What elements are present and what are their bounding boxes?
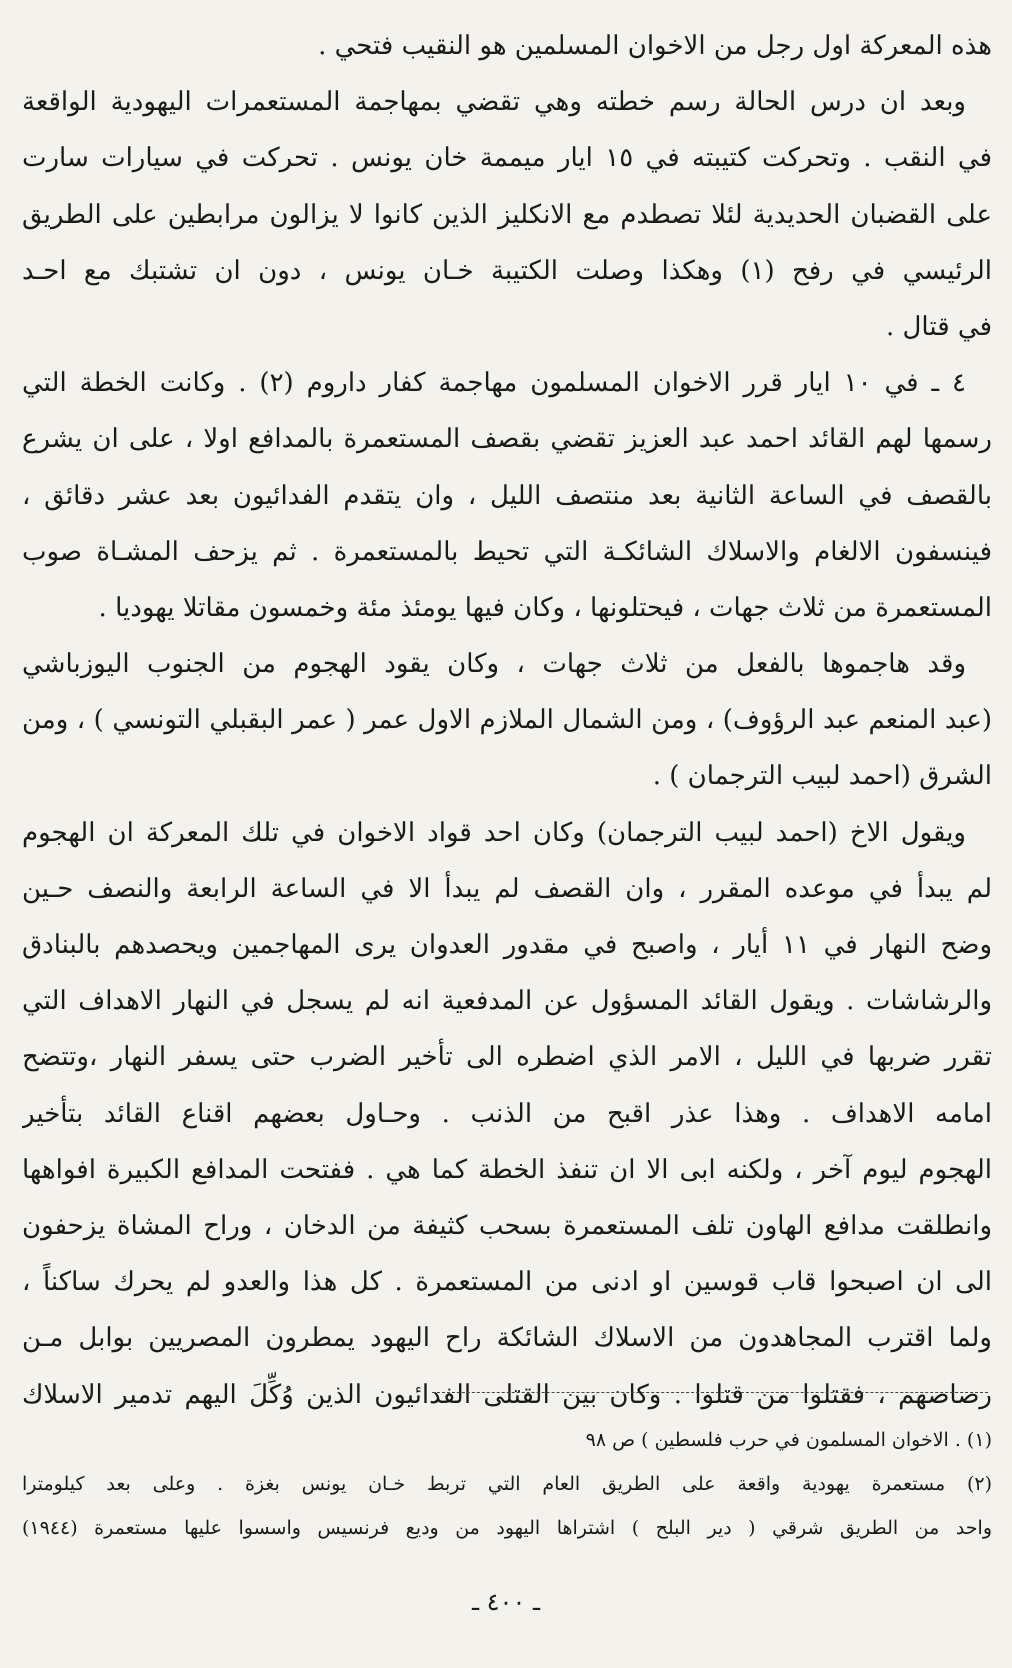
footnotes <box>22 1418 992 1550</box>
text-line: في النقب . وتحركت كتيبته في ١٥ ايار ميممة خان يونس . تحركت في سيارات سارت <box>22 143 992 174</box>
text-line: وقد هاجموها بالفعل من ثلاث جهات ، وكان يقود الهجوم من الجنوب اليوزباشي <box>22 649 966 680</box>
text-line: على القضبان الحديدية لئلا تصطدم مع الانكليز الذين كانوا لا يزالون مرابطين على الطريق <box>22 199 992 230</box>
text-line: والرشاشات . ويقول القائد المسؤول عن المدفعية انه لم يسجل في النهار الاهداف التي <box>22 986 992 1017</box>
text-line: (عبد المنعم عبد الرؤوف) ، ومن الشمال الملازم الاول عمر ( عمر البقبلي التونسي ) ، ومن <box>22 705 992 736</box>
text-line: الهجوم ليوم آخر ، ولكنه ابى الا ان تنفذ الخطة كما هي . ففتحت المدافع الكبيرة افواهها <box>22 1154 992 1185</box>
text-line: بالقصف في الساعة الثانية بعد منتصف الليل ، وان يتقدم الفدائيون بعد عشر دقائق ، <box>22 480 992 511</box>
text-line: الرئيسي في رفح (١) وهكذا وصلت الكتيبة خـان يونس ، دون ان تشتبك مع احـد <box>22 255 992 286</box>
text-line: رصاصهم ، فقتلوا من قتلوا . وكان بين القتلى الفدائيون الذين وُكِّلَ اليهم تدمير الاسلاك <box>22 1379 992 1410</box>
text-line: ٤ ـ في ١٠ ايار قرر الاخوان المسلمون مهاجمة كفار داروم (٢) . وكانت الخطة التي <box>22 368 967 399</box>
text-line: المستعمرة من ثلاث جهات ، فيحتلونها ، وكان فيها يومئذ مئة وخمسون مقاتلا يهوديا . <box>98 592 992 623</box>
footnote-separator <box>432 1392 988 1393</box>
footnote-2-continued: واحد من الطريق شرقي ( دير البلح ) اشتراها اليهود من وديع فرنسيس واسسوا عليها مستعمرة (١٩٤٤) <box>22 1517 992 1539</box>
text-line: ويقول الاخ (احمد لبيب الترجمان) وكان احد قواد الاخوان في تلك المعركة ان الهجوم <box>22 817 966 848</box>
text-line: وبعد ان درس الحالة رسم خطته وهي تقضي بمهاجمة المستعمرات اليهودية الواقعة <box>22 87 966 118</box>
text-line: الشرق (احمد لبيب الترجمان ) . <box>652 761 992 792</box>
text-line: وانطلقت مدافع الهاون تلف المستعمرة بسحب كثيفة من الدخان ، وراح المشاة يزحفون <box>22 1210 992 1241</box>
text-line: في قتال . <box>886 311 992 342</box>
footnote-1: (١) . الاخوان المسلمون في حرب فلسطين ) ص ٩٨ <box>585 1429 992 1451</box>
page-number: ـ ٤٠٠ ـ <box>471 1588 540 1616</box>
text-line: ولما اقترب المجاهدون من الاسلاك الشائكة راح اليهود يمطرون المصريين بوابل مـن <box>22 1323 992 1354</box>
text-line: تقرر ضربها في الليل ، الامر الذي اضطره الى تأخير الضرب حتى يسفر النهار ،وتتضح <box>22 1042 992 1073</box>
text-line: امامه الاهداف . وهذا عذر اقبح من الذنب . وحـاول بعضهم اقناع القائد بتأخير <box>22 1098 992 1129</box>
text-line: هذه المعركة اول رجل من الاخوان المسلمين هو النقيب فتحي . <box>318 31 992 61</box>
text-line: وضح النهار في ١١ أيار ، واصبح في مقدور العدوان يرى المهاجمين ويحصدهم بالبنادق <box>22 930 992 960</box>
footnote-2: (٢) مستعمرة يهودية واقعة على الطريق العام التي تربط خـان يونس بغزة . وعلى بعد كيلومترا <box>22 1473 992 1495</box>
text-line: لم يبدأ في موعده المقرر ، وان القصف لم يبدأ الا في الساعة الرابعة والنصف حـين <box>22 873 992 904</box>
body-text <box>22 18 992 1423</box>
text-line: الى ان اصبحوا قاب قوسين او ادنى من المستعمرة . كل هذا والعدو لم يحرك ساكناً ، <box>22 1267 992 1298</box>
text-line: فينسفون الالغام والاسلاك الشائكـة التي تحيط بالمستعمرة . ثم يزحف المشـاة صوب <box>22 536 992 567</box>
text-line: رسمها لهم القائد احمد عبد العزيز تقضي بقصف المستعمرة بالمدافع اولا ، على ان يشرع <box>22 424 992 455</box>
